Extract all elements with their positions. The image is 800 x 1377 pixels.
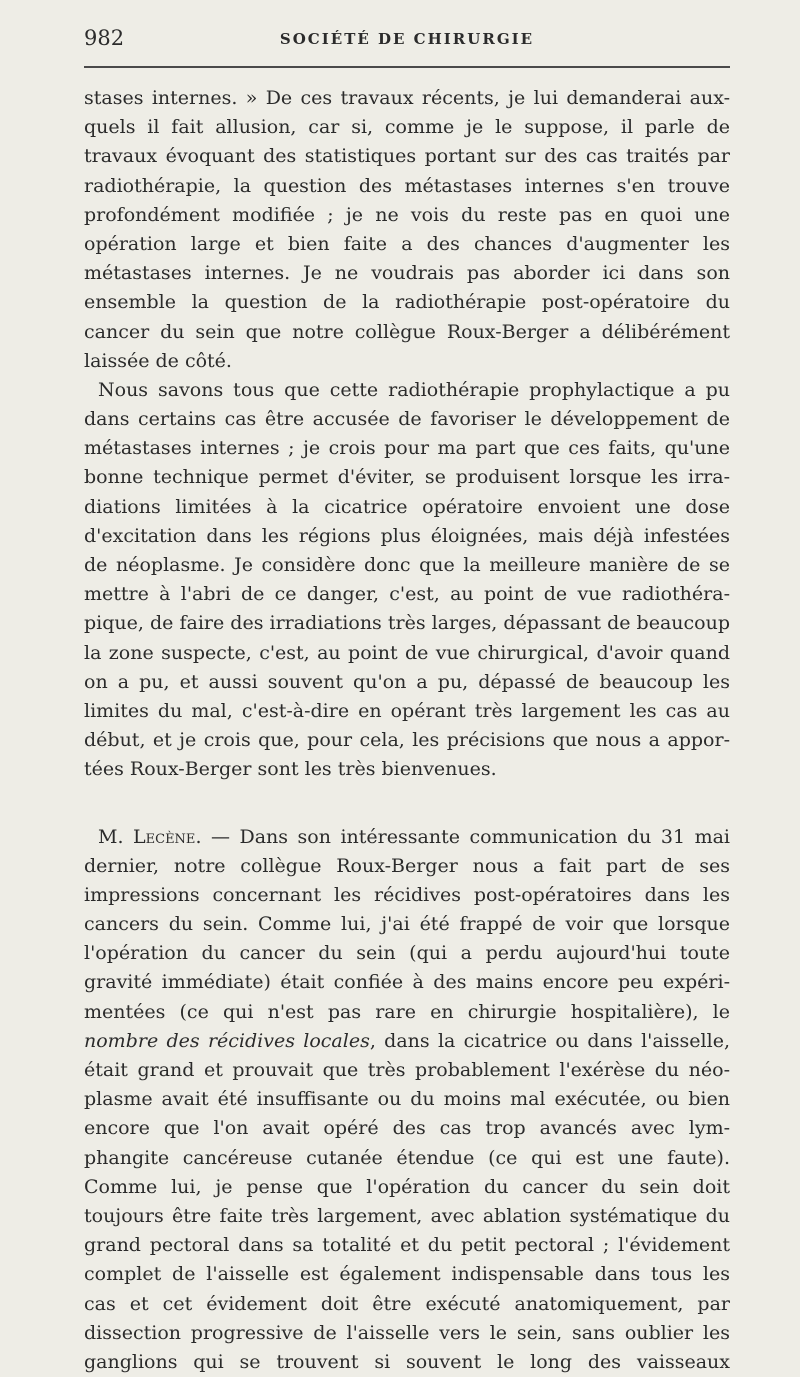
text-line: bonne technique permet d'éviter, se produisent lorsque les irra- (84, 463, 730, 492)
text-line: radiothérapie, la question des métastases internes s'en trouve (84, 172, 730, 201)
text-line: stases internes. » De ces travaux récents, je lui demanderai aux- (84, 84, 730, 113)
text-line (84, 823, 730, 852)
text-line: on a pu, et aussi souvent qu'on a pu, dépassé de beaucoup les (84, 668, 730, 697)
speaker-name: Lecène (133, 826, 195, 848)
text-line: pique, de faire des irradiations très larges, dépassant de beaucoup (84, 609, 730, 638)
text-line: la zone suspecte, c'est, au point de vue chirurgical, d'avoir quand (84, 639, 730, 668)
text-line: profondément modifiée ; je ne vois du reste pas en quoi une (84, 201, 730, 230)
italic-phrase: nombre des récidives locales (84, 1030, 370, 1052)
text-line: de néoplasme. Je considère donc que la meilleure manière de se (84, 551, 730, 580)
text-line: grand pectoral dans sa totalité et du petit pectoral ; l'évidement (84, 1231, 730, 1260)
text-line: laissée de côté. (84, 347, 730, 376)
italic-line-text: , dans la cicatrice ou dans l'aisselle, (370, 1030, 730, 1052)
text-line: début, et je crois que, pour cela, les précisions que nous a appor- (84, 726, 730, 755)
paragraph-gap (84, 785, 730, 823)
text-line: métastases internes ; je crois pour ma part que ces faits, qu'une (84, 434, 730, 463)
text-line: métastases internes. Je ne voudrais pas aborder ici dans son (84, 259, 730, 288)
speaker-prefix: M. (98, 826, 133, 848)
text-line: quels il fait allusion, car si, comme je le suppose, il parle de (84, 113, 730, 142)
text-line: opération large et bien faite a des chances d'augmenter les (84, 230, 730, 259)
text-line: travaux évoquant des statistiques portant sur des cas traités par (84, 142, 730, 171)
text-line: mentées (ce qui n'est pas rare en chirurgie hospitalière), le (84, 998, 730, 1027)
text-line: dernier, notre collègue Roux-Berger nous a fait part de ses (84, 852, 730, 881)
text-line: diations limitées à la cicatrice opératoire envoient une dose (84, 493, 730, 522)
text-line: impressions concernant les récidives post-opératoires dans les (84, 881, 730, 910)
text-line: était grand et prouvait que très probablement l'exérèse du néo- (84, 1056, 730, 1085)
text-line: mettre à l'abri de ce danger, c'est, au point de vue radiothéra- (84, 580, 730, 609)
text-line: cas et cet évidement doit être exécuté anatomiquement, par (84, 1290, 730, 1319)
paragraph-1 (84, 84, 730, 376)
text-line: phangite cancéreuse cutanée étendue (ce qui est une faute). (84, 1144, 730, 1173)
text-line: d'excitation dans les régions plus éloignées, mais déjà infestées (84, 522, 730, 551)
text-line: tées Roux-Berger sont les très bienvenues. (84, 755, 730, 784)
text-line: ensemble la question de la radiothérapie post-opératoire du (84, 288, 730, 317)
text-line: cancer du sein que notre collègue Roux-Berger a délibérément (84, 318, 730, 347)
text-line: cancers du sein. Comme lui, j'ai été frappé de voir que lorsque (84, 910, 730, 939)
text-line (84, 1027, 730, 1056)
text-line: limites du mal, c'est-à-dire en opérant très largement les cas au (84, 697, 730, 726)
paragraph-2 (84, 376, 730, 785)
text-line: ganglions qui se trouvent si souvent le long des vaisseaux (84, 1348, 730, 1377)
text-line: Comme lui, je pense que l'opération du cancer du sein doit (84, 1173, 730, 1202)
text-line: dissection progressive de l'aisselle vers le sein, sans oublier les (84, 1319, 730, 1348)
speaker-line-text: . — Dans son intéressante communication du 31 mai (195, 826, 730, 848)
paragraph-3 (84, 823, 730, 1377)
journal-title: SOCIÉTÉ DE CHIRURGIE (84, 30, 730, 48)
header-rule (84, 66, 730, 68)
text-line: l'opération du cancer du sein (qui a perdu aujourd'hui toute (84, 939, 730, 968)
body-text (84, 84, 730, 1377)
text-line: plasme avait été insuffisante ou du moins mal exécutée, ou bien (84, 1085, 730, 1114)
text-line: complet de l'aisselle est également indispensable dans tous les (84, 1260, 730, 1289)
text-line: gravité immédiate) était confiée à des mains encore peu expéri- (84, 968, 730, 997)
page-number: 982 (84, 26, 124, 50)
text-line: dans certains cas être accusée de favoriser le développement de (84, 405, 730, 434)
text-line: Nous savons tous que cette radiothérapie prophylactique a pu (84, 376, 730, 405)
running-head (84, 26, 730, 52)
text-line: toujours être faite très largement, avec ablation systématique du (84, 1202, 730, 1231)
text-line: encore que l'on avait opéré des cas trop avancés avec lym- (84, 1114, 730, 1143)
